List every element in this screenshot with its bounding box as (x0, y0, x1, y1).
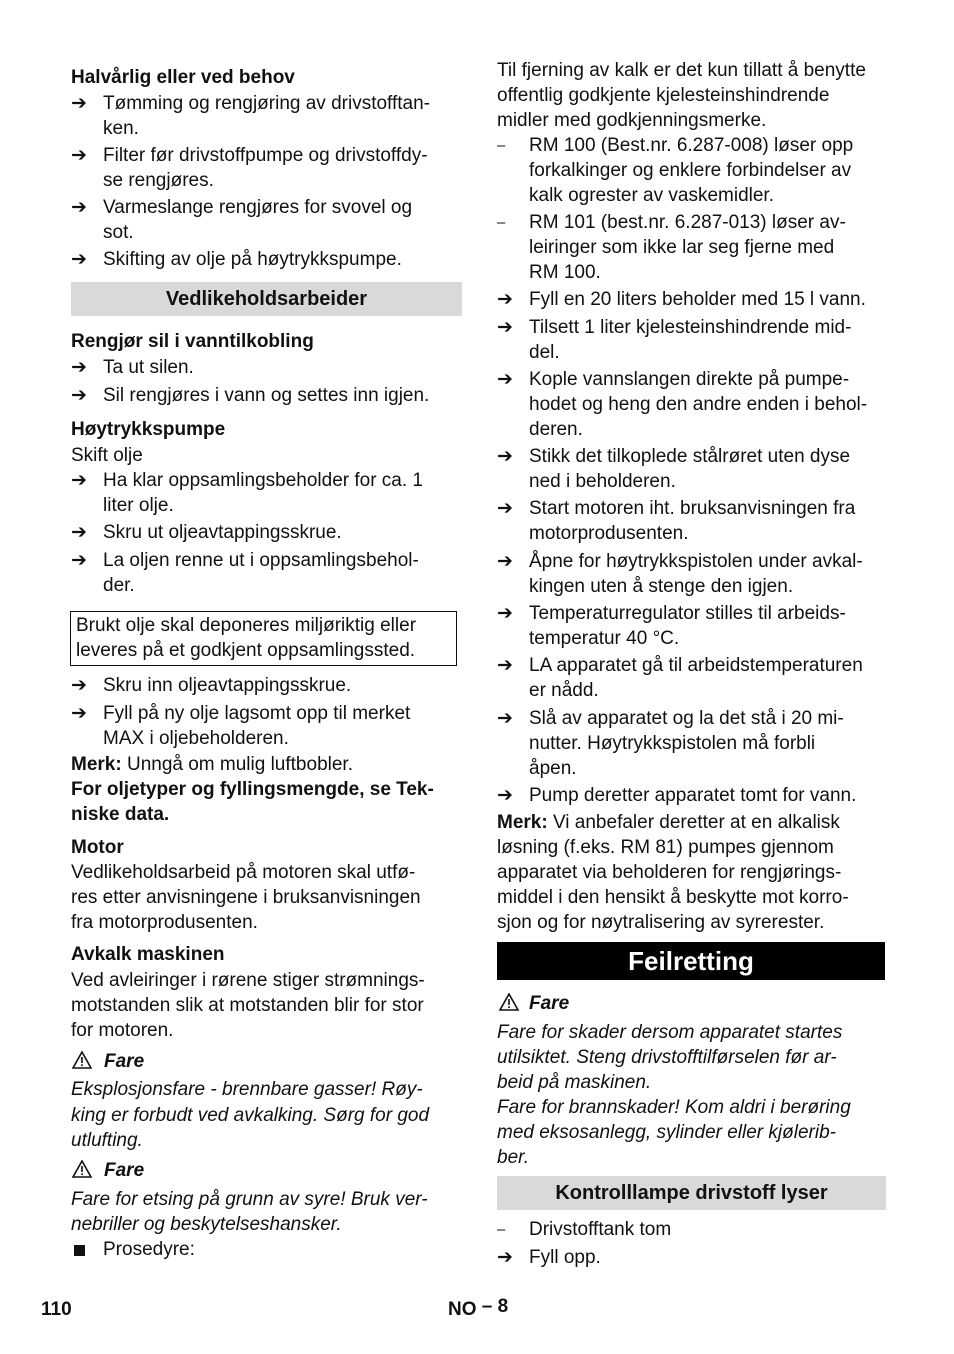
dash-bullet-icon: – (497, 137, 506, 154)
list-item: RM 100 (Best.nr. 6.287-008) løser opp (529, 135, 854, 156)
list-item: Start motoren iht. bruksanvisningen fra (529, 498, 856, 519)
list-item: Slå av apparatet og la det stå i 20 mi- (529, 708, 844, 729)
list-item: leiringer som ikke lar seg fjerne med (529, 237, 835, 258)
list-item: der. (103, 575, 135, 596)
list-item: Varmeslange rengjøres for svovel og (103, 197, 413, 218)
list-item: Filter før drivstoffpumpe og drivstoffdy- (103, 145, 428, 166)
subheading-skift-olje: Skift olje (71, 445, 143, 466)
dash-bullet-icon: – (497, 1221, 506, 1238)
arrow-icon: ➔ (497, 446, 513, 467)
paragraph-line: løsning (f.eks. RM 81) pumpes gjennom (497, 837, 834, 858)
paragraph-line: sjon og for nøytralisering av syrerester. (497, 912, 825, 933)
fare-text: nebriller og beskytelseshansker. (71, 1214, 342, 1235)
paragraph-line: Til fjerning av kalk er det kun tillatt å benytte (497, 60, 866, 81)
paragraph-line: middel i den hensikt å beskytte mot korro- (497, 887, 849, 908)
arrow-icon: ➔ (71, 522, 87, 543)
paragraph-line: fra motorprodusenten. (71, 912, 258, 933)
warning-icon (499, 993, 519, 1011)
arrow-icon: ➔ (71, 703, 87, 724)
heading-rengjor-sil: Rengjør sil i vanntilkobling (71, 331, 314, 352)
list-item: ken. (103, 118, 139, 139)
list-item: Tømming og rengjøring av drivstofftan- (103, 93, 430, 114)
bold-note: niske data. (71, 804, 170, 825)
list-item: Pump deretter apparatet tomt for vann. (529, 785, 857, 806)
list-item: sot. (103, 222, 134, 243)
arrow-icon: ➔ (497, 603, 513, 624)
fare-text: Fare for etsing på grunn av syre! Bruk ver- (71, 1189, 428, 1210)
fare-text: king er forbudt ved avkalking. Sørg for god (71, 1105, 430, 1126)
merk-label: Merk: (71, 754, 122, 775)
arrow-icon: ➔ (71, 675, 87, 696)
fare-text: ber. (497, 1147, 530, 1168)
arrow-icon: ➔ (71, 550, 87, 571)
arrow-icon: ➔ (71, 357, 87, 378)
arrow-icon: ➔ (497, 551, 513, 572)
section-bar-kontrolllampe: Kontrolllampe drivstoff lyser (497, 1176, 886, 1210)
fare-text: Fare for skader dersom apparatet startes (497, 1022, 843, 1043)
merk-note (497, 810, 840, 835)
fare-text: beid på maskinen. (497, 1072, 652, 1093)
note-box (70, 611, 457, 666)
arrow-icon: ➔ (71, 249, 87, 270)
paragraph-line: Ved avleiringer i rørene stiger strømnings- (71, 970, 425, 991)
fare-text: Fare for brannskader! Kom aldri i berøring (497, 1097, 851, 1118)
arrow-icon: ➔ (497, 785, 513, 806)
fare-text: Eksplosjonsfare - brennbare gasser! Røy- (71, 1079, 423, 1100)
paragraph-line: midler med godkjenningsmerke. (497, 110, 767, 131)
merk-note (71, 752, 353, 777)
footer-number: 8 (497, 1296, 509, 1317)
list-item: Åpne for høytrykkspistolen under avkal- (529, 551, 863, 572)
heading-avkalk: Avkalk maskinen (71, 944, 225, 965)
merk-label: Merk: (497, 812, 548, 833)
paragraph-line: offentlig godkjente kjelesteinshindrende (497, 85, 830, 106)
list-item: del. (529, 342, 560, 363)
merk-text: Unngå om mulig luftbobler. (121, 754, 353, 775)
bold-note: For oljetyper og fyllingsmengde, se Tek- (71, 779, 434, 800)
list-item: Sil rengjøres i vann og settes inn igjen. (103, 385, 430, 406)
fare-label: Fare (529, 993, 570, 1014)
list-item: hodet og heng den andre enden i behol- (529, 394, 868, 415)
list-item: åpen. (529, 758, 577, 779)
page-number: 110 (41, 1299, 72, 1320)
list-item: motorprodusenten. (529, 523, 689, 544)
paragraph-line: res etter anvisningene i bruksanvisningen (71, 887, 421, 908)
list-item: Temperaturregulator stilles til arbeids- (529, 603, 846, 624)
list-item: nutter. Høytrykkspistolen må forbli (529, 733, 816, 754)
arrow-icon: ➔ (71, 145, 87, 166)
warning-icon (72, 1051, 92, 1069)
arrow-icon: ➔ (497, 317, 513, 338)
list-item: Fyll opp. (529, 1247, 601, 1268)
arrow-icon: ➔ (71, 197, 87, 218)
list-item: Ta ut silen. (103, 357, 194, 378)
fare-text: med eksosanlegg, sylinder eller kjølerib- (497, 1122, 836, 1143)
section-bar-feilretting: Feilretting (497, 942, 885, 980)
list-item: La oljen renne ut i oppsamlingsbehol- (103, 550, 419, 571)
arrow-icon: ➔ (497, 498, 513, 519)
list-item: Tilsett 1 liter kjelesteinshindrende mid- (529, 317, 852, 338)
footer-lang: NO (448, 1299, 477, 1320)
list-item: ned i beholderen. (529, 471, 676, 492)
list-item: er nådd. (529, 680, 599, 701)
arrow-icon: ➔ (497, 708, 513, 729)
procedure-label: Prosedyre: (103, 1239, 195, 1260)
arrow-icon: ➔ (71, 385, 87, 406)
list-item: deren. (529, 419, 583, 440)
heading-motor: Motor (71, 837, 124, 858)
list-item: Fyll en 20 liters beholder med 15 l vann. (529, 289, 866, 310)
list-item: MAX i oljebeholderen. (103, 728, 289, 749)
arrow-icon: ➔ (71, 470, 87, 491)
note-line: Brukt olje skal deponeres miljøriktig eller (76, 615, 417, 636)
arrow-icon: ➔ (497, 655, 513, 676)
paragraph-line: motstanden slik at motstanden blir for stor (71, 995, 424, 1016)
list-item: Drivstofftank tom (529, 1219, 672, 1240)
dash-bullet-icon: – (497, 214, 506, 231)
paragraph-line: Vedlikeholdsarbeid på motoren skal utfø- (71, 862, 416, 883)
list-item: forkalkinger og enklere forbindelser av (529, 160, 852, 181)
section-bar-vedlikehold: Vedlikeholdsarbeider (71, 282, 462, 316)
note-line: leveres på et godkjent oppsamlingssted. (76, 640, 416, 661)
list-item: kingen uten å stenge den igjen. (529, 576, 794, 597)
list-item: RM 100. (529, 262, 601, 283)
paragraph-line: for motoren. (71, 1020, 174, 1041)
list-item: liter olje. (103, 495, 174, 516)
fare-label: Fare (104, 1051, 145, 1072)
list-item: Skru inn oljeavtappingsskrue. (103, 675, 352, 696)
list-item: Skifting av olje på høytrykkspumpe. (103, 249, 402, 270)
paragraph-line: apparatet via beholderen for rengjørings- (497, 862, 842, 883)
fare-label: Fare (104, 1160, 145, 1181)
arrow-icon: ➔ (71, 93, 87, 114)
list-item: Ha klar oppsamlingsbeholder for ca. 1 (103, 470, 424, 491)
merk-text: Vi anbefaler deretter at en alkalisk (547, 812, 840, 833)
heading-hoytrykkspumpe: Høytrykkspumpe (71, 419, 226, 440)
list-item: se rengjøres. (103, 170, 214, 191)
list-item: Stikk det tilkoplede stålrøret uten dyse (529, 446, 851, 467)
arrow-icon: ➔ (497, 1247, 513, 1268)
list-item: kalk ogrester av vaskemidler. (529, 185, 774, 206)
list-item: LA apparatet gå til arbeidstemperaturen (529, 655, 863, 676)
list-item: Kople vannslangen direkte på pumpe- (529, 369, 850, 390)
arrow-icon: ➔ (497, 369, 513, 390)
list-item: Fyll på ny olje lagsomt opp til merket (103, 703, 411, 724)
fare-text: utlufting. (71, 1130, 143, 1151)
footer-separator: – (476, 1296, 498, 1317)
list-item: temperatur 40 °C. (529, 628, 680, 649)
fare-text: utilsiktet. Steng drivstofftilførselen før ar- (497, 1047, 837, 1068)
arrow-icon: ➔ (497, 289, 513, 310)
footer-page-label (448, 1296, 509, 1321)
list-item: RM 101 (best.nr. 6.287-013) løser av- (529, 212, 846, 233)
square-bullet-icon (74, 1245, 85, 1256)
list-item: Skru ut oljeavtappingsskrue. (103, 522, 342, 543)
heading-halvarlig: Halvårlig eller ved behov (71, 67, 295, 88)
warning-icon (72, 1160, 92, 1178)
